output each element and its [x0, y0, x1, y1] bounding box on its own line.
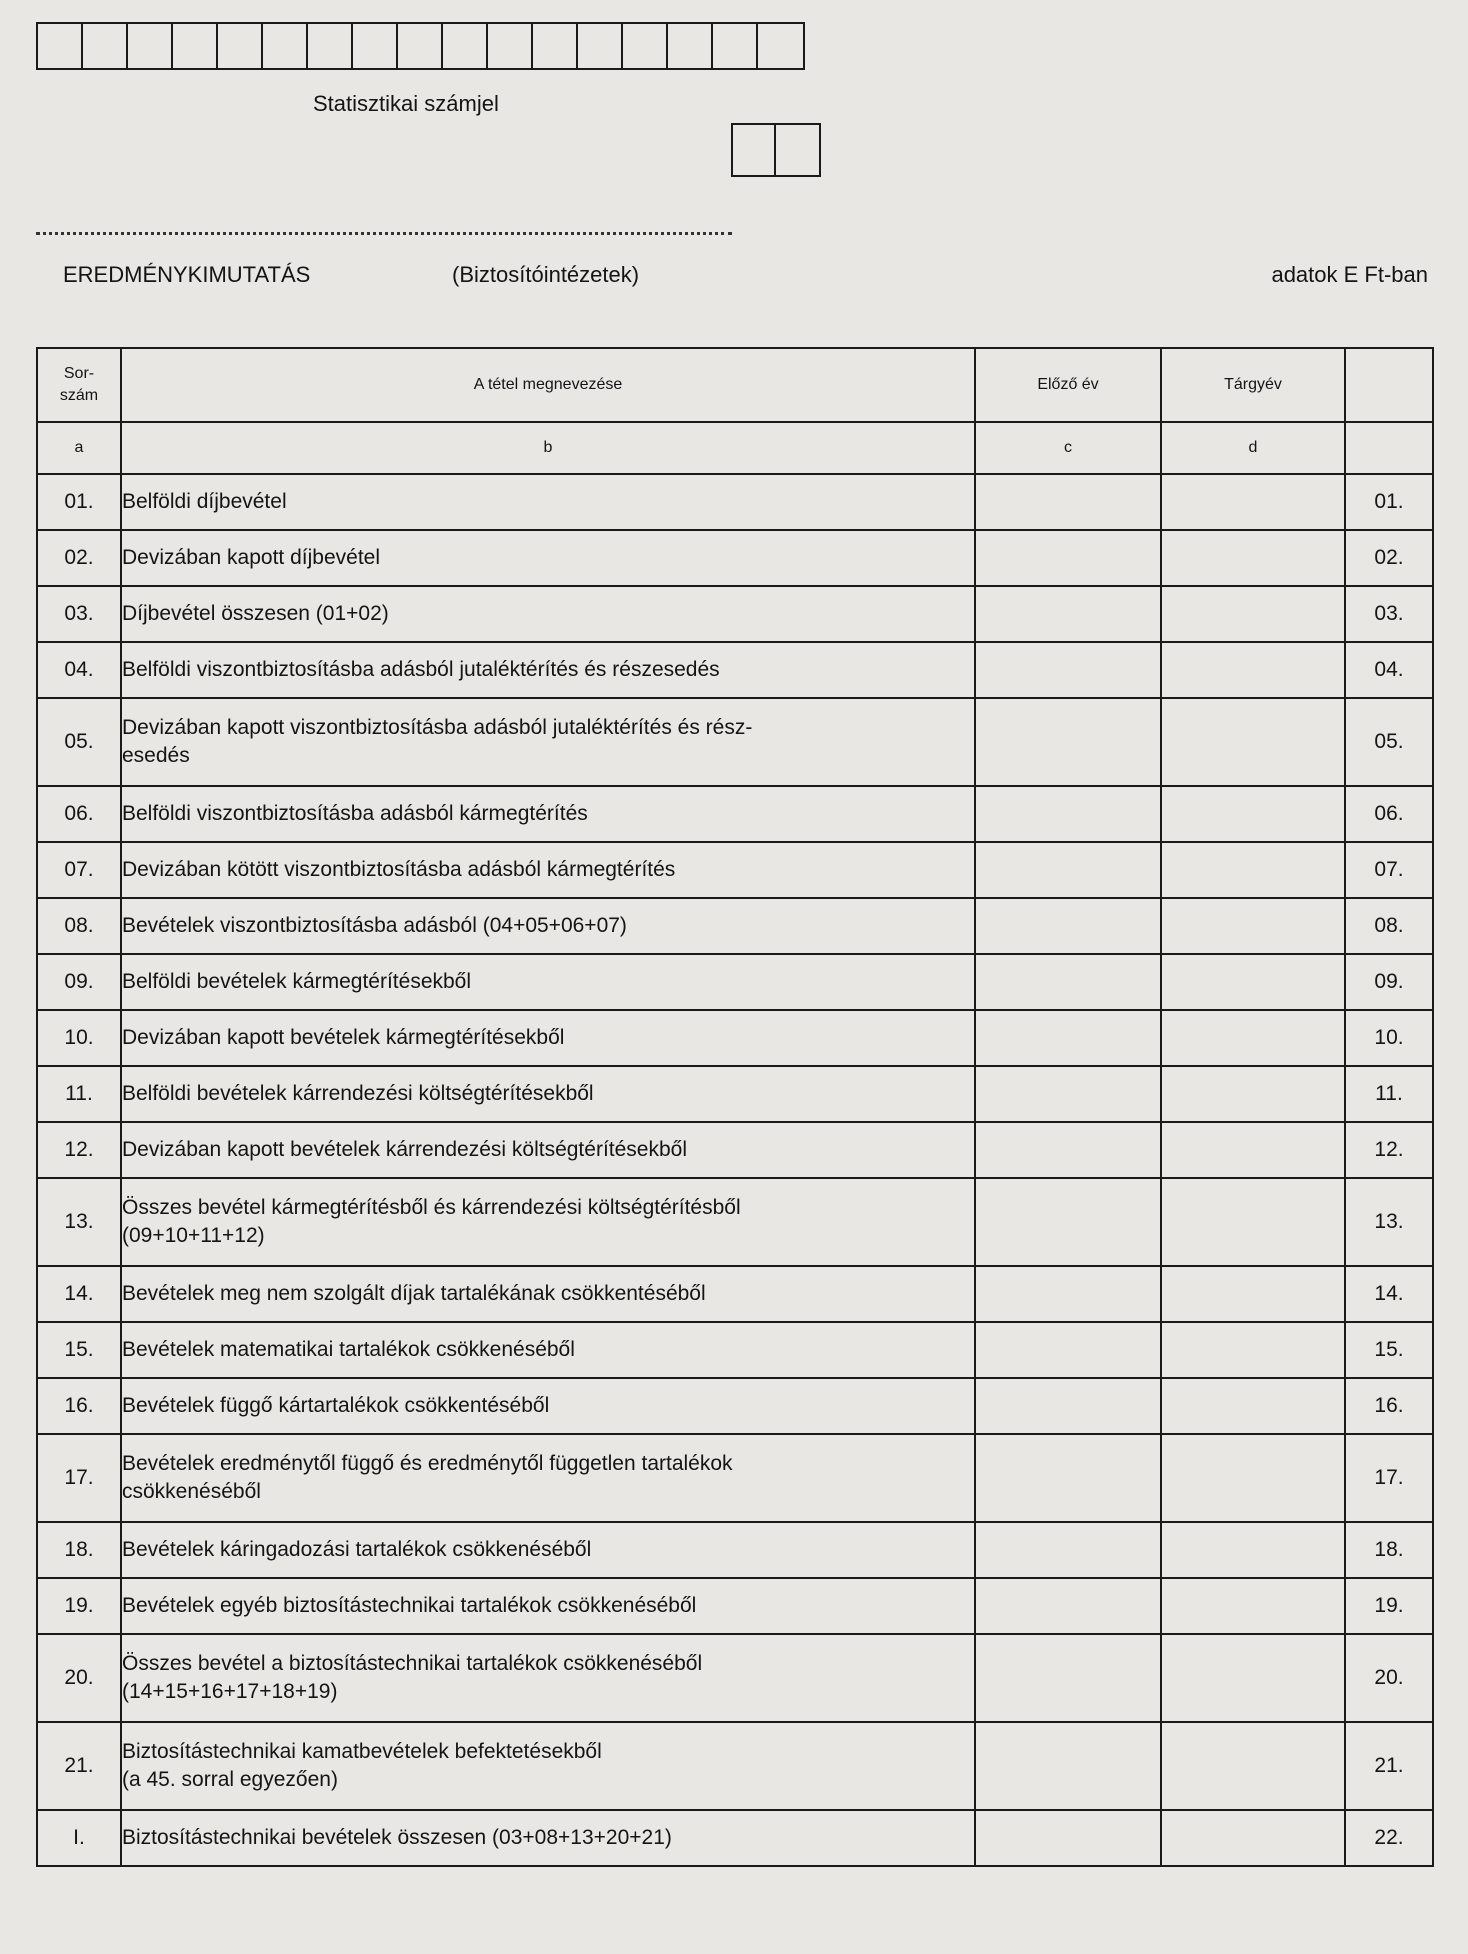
row-number: 02. — [37, 530, 121, 586]
row-label: Devizában kapott díjbevétel — [121, 530, 975, 586]
table-row — [37, 842, 1433, 898]
current-year-cell[interactable] — [1161, 842, 1345, 898]
current-year-cell[interactable] — [1161, 1010, 1345, 1066]
row-number: 03. — [37, 586, 121, 642]
table-row — [37, 474, 1433, 530]
current-year-cell[interactable] — [1161, 586, 1345, 642]
digit-box[interactable] — [533, 24, 578, 68]
row-number: 08. — [37, 898, 121, 954]
current-year-cell[interactable] — [1161, 898, 1345, 954]
table-row — [37, 1066, 1433, 1122]
previous-year-cell[interactable] — [975, 1522, 1161, 1578]
digit-box[interactable] — [623, 24, 668, 68]
table-row — [37, 530, 1433, 586]
previous-year-cell[interactable] — [975, 1066, 1161, 1122]
previous-year-cell[interactable] — [975, 786, 1161, 842]
row-label: Devizában kapott bevételek kárrendezési költségtérítésekből — [121, 1122, 975, 1178]
current-year-cell[interactable] — [1161, 1810, 1345, 1866]
row-number-right: 12. — [1345, 1122, 1433, 1178]
form-title: EREDMÉNYKIMUTATÁS — [63, 262, 311, 287]
statistical-number-boxes[interactable] — [36, 22, 805, 70]
row-label: Biztosítástechnikai kamatbevételek befektetésekből (a 45. sorral egyezően) — [121, 1722, 975, 1810]
row-label: Összes bevétel a biztosítástechnikai tartalékok csökkenéséből (14+15+16+17+18+19) — [121, 1634, 975, 1722]
table-row — [37, 954, 1433, 1010]
previous-year-cell[interactable] — [975, 1010, 1161, 1066]
previous-year-cell[interactable] — [975, 1178, 1161, 1266]
row-number: 04. — [37, 642, 121, 698]
row-number-right: 07. — [1345, 842, 1433, 898]
row-label: Biztosítástechnikai bevételek összesen (03+08+13+20+21) — [121, 1810, 975, 1866]
row-label: Bevételek eredménytől függő és eredménytől független tartalékok csökkenéséből — [121, 1434, 975, 1522]
digit-box[interactable] — [398, 24, 443, 68]
digit-box[interactable] — [173, 24, 218, 68]
row-number: 15. — [37, 1322, 121, 1378]
row-number: 09. — [37, 954, 121, 1010]
digit-box[interactable] — [353, 24, 398, 68]
table-row — [37, 1722, 1433, 1810]
previous-year-cell[interactable] — [975, 586, 1161, 642]
previous-year-cell[interactable] — [975, 474, 1161, 530]
row-number: I. — [37, 1810, 121, 1866]
row-label: Belföldi bevételek kármegtérítésekből — [121, 954, 975, 1010]
row-label: Devizában kapott bevételek kármegtérítésekből — [121, 1010, 975, 1066]
row-number: 01. — [37, 474, 121, 530]
table-row — [37, 1522, 1433, 1578]
row-number-right: 17. — [1345, 1434, 1433, 1522]
stat-number-label: Statisztikai számjel — [313, 91, 499, 116]
row-number-right: 04. — [1345, 642, 1433, 698]
current-year-cell[interactable] — [1161, 1722, 1345, 1810]
row-number: 11. — [37, 1066, 121, 1122]
table-row — [37, 1010, 1433, 1066]
digit-box[interactable] — [713, 24, 758, 68]
header-previous-year: Előző év — [975, 348, 1161, 422]
digit-box[interactable] — [83, 24, 128, 68]
header-current-year: Tárgyév — [1161, 348, 1345, 422]
row-number-right: 10. — [1345, 1010, 1433, 1066]
row-number: 19. — [37, 1578, 121, 1634]
row-label: Díjbevétel összesen (01+02) — [121, 586, 975, 642]
previous-year-cell[interactable] — [975, 898, 1161, 954]
row-number: 18. — [37, 1522, 121, 1578]
row-number-right: 13. — [1345, 1178, 1433, 1266]
name-dotted-line — [36, 232, 732, 235]
digit-box[interactable] — [128, 24, 173, 68]
previous-year-cell[interactable] — [975, 698, 1161, 786]
table-row — [37, 1122, 1433, 1178]
row-number: 06. — [37, 786, 121, 842]
table-row — [37, 1578, 1433, 1634]
digit-box[interactable] — [218, 24, 263, 68]
header-serial: Sor- szám — [37, 348, 121, 422]
row-label: Belföldi viszontbiztosításba adásból jutaléktérítés és részesedés — [121, 642, 975, 698]
row-label: Bevételek matematikai tartalékok csökkenéséből — [121, 1322, 975, 1378]
current-year-cell[interactable] — [1161, 642, 1345, 698]
digit-box[interactable] — [263, 24, 308, 68]
row-number: 14. — [37, 1266, 121, 1322]
row-label: Összes bevétel kármegtérítésből és kárrendezési költségtérítésből (09+10+11+12) — [121, 1178, 975, 1266]
row-label: Bevételek káringadozási tartalékok csökkenéséből — [121, 1522, 975, 1578]
previous-year-cell[interactable] — [975, 1722, 1161, 1810]
letter-b: b — [121, 422, 975, 474]
row-number: 10. — [37, 1010, 121, 1066]
table-row — [37, 1378, 1433, 1434]
row-label: Devizában kapott viszontbiztosításba adásból jutaléktérítés és rész- esedés — [121, 698, 975, 786]
row-label: Belföldi díjbevétel — [121, 474, 975, 530]
current-year-cell[interactable] — [1161, 1122, 1345, 1178]
table-row — [37, 1178, 1433, 1266]
row-number-right: 06. — [1345, 786, 1433, 842]
previous-year-cell[interactable] — [975, 954, 1161, 1010]
unit-label: adatok E Ft-ban — [1271, 262, 1428, 287]
current-year-cell[interactable] — [1161, 474, 1345, 530]
header-empty — [1345, 348, 1433, 422]
row-number-right: 18. — [1345, 1522, 1433, 1578]
row-number-right: 02. — [1345, 530, 1433, 586]
row-number: 05. — [37, 698, 121, 786]
previous-year-cell[interactable] — [975, 1634, 1161, 1722]
previous-year-cell[interactable] — [975, 842, 1161, 898]
table-row — [37, 1322, 1433, 1378]
current-year-cell[interactable] — [1161, 530, 1345, 586]
row-number-right: 15. — [1345, 1322, 1433, 1378]
digit-box[interactable] — [668, 24, 713, 68]
income-statement-table — [36, 347, 1434, 1867]
row-number-right: 09. — [1345, 954, 1433, 1010]
current-year-cell[interactable] — [1161, 1322, 1345, 1378]
row-number-right: 03. — [1345, 586, 1433, 642]
row-label: Bevételek meg nem szolgált díjak tartalékának csökkentéséből — [121, 1266, 975, 1322]
row-number: 13. — [37, 1178, 121, 1266]
row-number: 12. — [37, 1122, 121, 1178]
row-number: 17. — [37, 1434, 121, 1522]
digit-box[interactable] — [308, 24, 353, 68]
row-number-right: 22. — [1345, 1810, 1433, 1866]
row-label: Bevételek egyéb biztosítástechnikai tartalékok csökkenéséből — [121, 1578, 975, 1634]
digit-box[interactable] — [733, 125, 776, 175]
row-label: Belföldi bevételek kárrendezési költségtérítésekből — [121, 1066, 975, 1122]
digit-box[interactable] — [488, 24, 533, 68]
row-label: Belföldi viszontbiztosításba adásból kármegtérítés — [121, 786, 975, 842]
header-item-name: A tétel megnevezése — [121, 348, 975, 422]
digit-box[interactable] — [38, 24, 83, 68]
row-number-right: 08. — [1345, 898, 1433, 954]
row-label: Bevételek függő kártartalékok csökkentéséből — [121, 1378, 975, 1434]
form-subtitle: (Biztosítóintézetek) — [452, 262, 640, 287]
row-number-right: 11. — [1345, 1066, 1433, 1122]
current-year-cell[interactable] — [1161, 1178, 1345, 1266]
row-number-right: 16. — [1345, 1378, 1433, 1434]
previous-year-cell[interactable] — [975, 642, 1161, 698]
current-year-cell[interactable] — [1161, 954, 1345, 1010]
code-boxes[interactable] — [731, 123, 821, 177]
digit-box[interactable] — [578, 24, 623, 68]
current-year-cell[interactable] — [1161, 1434, 1345, 1522]
table-row — [37, 1634, 1433, 1722]
row-label: Devizában kötött viszontbiztosításba adásból kármegtérítés — [121, 842, 975, 898]
letter-a: a — [37, 422, 121, 474]
table-row — [37, 786, 1433, 842]
digit-box[interactable] — [776, 125, 819, 175]
row-number-right: 14. — [1345, 1266, 1433, 1322]
current-year-cell[interactable] — [1161, 1266, 1345, 1322]
table-row — [37, 586, 1433, 642]
digit-box[interactable] — [758, 24, 803, 68]
previous-year-cell[interactable] — [975, 1378, 1161, 1434]
row-number-right: 20. — [1345, 1634, 1433, 1722]
letter-d: d — [1161, 422, 1345, 474]
current-year-cell[interactable] — [1161, 1378, 1345, 1434]
table-row — [37, 1434, 1433, 1522]
previous-year-cell[interactable] — [975, 1266, 1161, 1322]
previous-year-cell[interactable] — [975, 1578, 1161, 1634]
previous-year-cell[interactable] — [975, 1434, 1161, 1522]
table-row — [37, 698, 1433, 786]
current-year-cell[interactable] — [1161, 1634, 1345, 1722]
current-year-cell[interactable] — [1161, 1066, 1345, 1122]
previous-year-cell[interactable] — [975, 530, 1161, 586]
table-row — [37, 1266, 1433, 1322]
row-number-right: 01. — [1345, 474, 1433, 530]
row-number-right: 21. — [1345, 1722, 1433, 1810]
row-number: 16. — [37, 1378, 121, 1434]
row-number-right: 19. — [1345, 1578, 1433, 1634]
row-label: Bevételek viszontbiztosításba adásból (04+05+06+07) — [121, 898, 975, 954]
row-number-right: 05. — [1345, 698, 1433, 786]
previous-year-cell[interactable] — [975, 1810, 1161, 1866]
digit-box[interactable] — [443, 24, 488, 68]
row-number: 07. — [37, 842, 121, 898]
table-body — [37, 474, 1433, 1866]
current-year-cell[interactable] — [1161, 786, 1345, 842]
previous-year-cell[interactable] — [975, 1322, 1161, 1378]
table-row — [37, 642, 1433, 698]
table-row — [37, 1810, 1433, 1866]
letter-c: c — [975, 422, 1161, 474]
previous-year-cell[interactable] — [975, 1122, 1161, 1178]
current-year-cell[interactable] — [1161, 698, 1345, 786]
table-row — [37, 898, 1433, 954]
row-number: 20. — [37, 1634, 121, 1722]
current-year-cell[interactable] — [1161, 1578, 1345, 1634]
letter-empty — [1345, 422, 1433, 474]
current-year-cell[interactable] — [1161, 1522, 1345, 1578]
row-number: 21. — [37, 1722, 121, 1810]
